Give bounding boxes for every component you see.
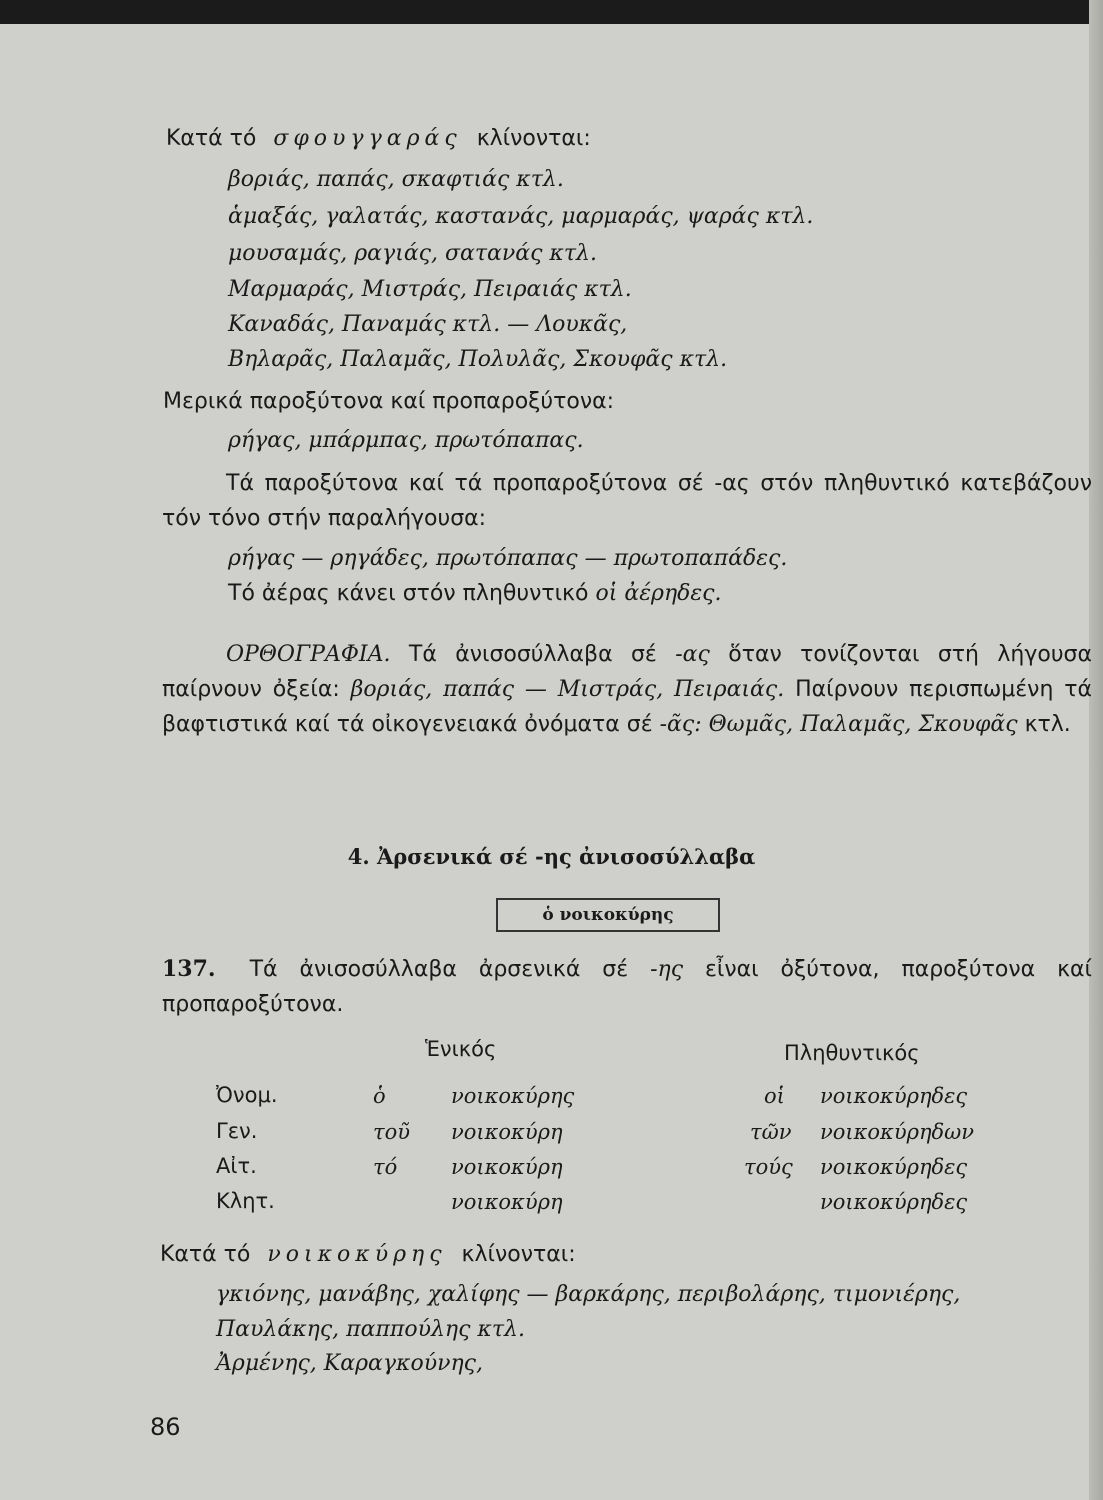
pl-article: τούς [744,1155,793,1179]
orthography-suffix-1: -ας [675,642,710,667]
scan-top-band [0,0,1103,24]
pl-article: οἱ [764,1084,785,1108]
orthography-example-1: βοριάς, παπάς — Μιστράς, Πειραιάς. [350,677,785,702]
pl-article: τῶν [750,1120,792,1144]
orthography-label: ΟΡΘΟΓΡΑΦΙΑ. [226,642,391,667]
noik-line-3: Ἀρμένης, Καραγκούνης, [216,1351,483,1376]
pl-form: νοικοκύρηδων [820,1120,975,1144]
sg-form: νοικοκύρης [451,1084,575,1108]
orthography-text-4: κτλ. [1024,712,1071,737]
aeras-form: οἱ ἀέρηδες. [595,581,722,606]
singular-header: Ἑνικός [425,1037,497,1061]
case-label: Κλητ. [216,1189,275,1213]
aeras-line [228,580,722,608]
orthography-suffix-2: -ᾶς: [659,712,702,737]
sfoug-verb: κλίνονται: [476,126,591,151]
sfoug-intro-line [166,125,591,153]
noik-verb: κλίνονται: [461,1242,576,1267]
sfoug-line-5: Καναδάς, Παναμάς κτλ. — Λουκᾶς, [228,312,628,337]
plural-rule-text: Τά παροξύτονα καί τά προπαροξύτονα σέ -ας στόν πληθυντικό κατεβάζουν τόν τόνο στήν παραλήγουσα: [162,471,1092,531]
sfoug-line-6: Βηλαρᾶς, Παλαμᾶς, Πολυλᾶς, Σκουφᾶς κτλ. [228,347,728,372]
sg-article: τό [373,1155,398,1179]
para-137-suffix: -ης [650,957,684,982]
orthography-text-2: ὅταν τονίζονται στή λήγουσα παίρνουν ὀξεία: [162,642,1092,702]
noik-intro: Κατά τό [160,1242,251,1267]
orthography-paragraph [162,637,1092,742]
noik-intro-line [160,1241,576,1269]
aeras-text: Τό ἀέρας κάνει στόν πληθυντικό [228,581,589,606]
paroxytona-intro: Μερικά παροξύτονα καί προπαροξύτονα: [163,389,615,414]
pl-form: νοικοκύρηδες [820,1155,968,1179]
para-137-text-2: εἶναι ὀξύτονα, παροξύτονα καί προπαροξύτονα. [162,957,1093,1017]
pl-form: νοικοκύρηδες [820,1190,968,1214]
para-137-text-1: Τά ἀνισοσύλλαβα ἀρσενικά σέ [249,957,629,982]
sfoug-line-3: μουσαμάς, ραγιάς, σατανάς κτλ. [228,241,597,266]
boxed-example-word: ὁ νοικοκύρης [496,898,720,932]
sg-form: νοικοκύρη [451,1190,563,1214]
para-137 [162,952,1092,1022]
case-label: Γεν. [216,1119,258,1143]
sg-form: νοικοκύρη [451,1120,563,1144]
noik-line-1: γκιόνης, μανάβης, χαλίφης — βαρκάρης, περιβολάρης, τιμονιέρης, [216,1282,961,1307]
plural-rule-example: ρήγας — ρηγάδες, πρωτόπαπας — πρωτοπαπάδες. [228,546,788,571]
pl-form: νοικοκύρηδες [820,1084,968,1108]
para-137-number: 137. [162,956,216,982]
case-label: Ὀνομ. [216,1083,278,1107]
sfoug-line-4: Μαρμαράς, Μιστράς, Πειραιάς κτλ. [228,277,632,302]
case-label: Αἰτ. [216,1154,257,1178]
page-edge-shadow [1089,0,1103,1500]
sg-form: νοικοκύρη [451,1155,563,1179]
noik-keyword: νοικοκύρης [267,1242,447,1267]
noik-line-2: Παυλάκης, παππούλης κτλ. [216,1317,525,1342]
orthography-example-2: Θωμᾶς, Παλαμᾶς, Σκουφᾶς [708,712,1018,737]
sfoug-intro: Κατά τό [166,126,257,151]
sfoug-line-2: ἁμαξάς, γαλατάς, καστανάς, μαρμαράς, ψαράς κτλ. [228,204,814,229]
sfoug-line-1: βοριάς, παπάς, σκαφτιάς κτλ. [228,167,564,192]
orthography-text-1: Τά ἀνισοσύλλαβα σέ [408,642,657,667]
sg-article: ὁ [373,1084,386,1108]
paroxytona-example: ρήγας, μπάρμπας, πρωτόπαπας. [228,428,584,453]
plural-header: Πληθυντικός [784,1041,920,1065]
page-number: 86 [150,1413,181,1441]
sg-article: τοῦ [373,1120,411,1144]
orthography-text-3: Παίρνουν περισπωμένη τά βαφτιστικά καί τά οἰκογενειακά ὀνόματα σέ [162,677,1092,737]
section-heading: 4. Ἀρσενικά σέ -ης ἀνισοσύλλαβα [347,844,756,869]
sfoug-keyword: σφουγγαράς [273,126,462,151]
